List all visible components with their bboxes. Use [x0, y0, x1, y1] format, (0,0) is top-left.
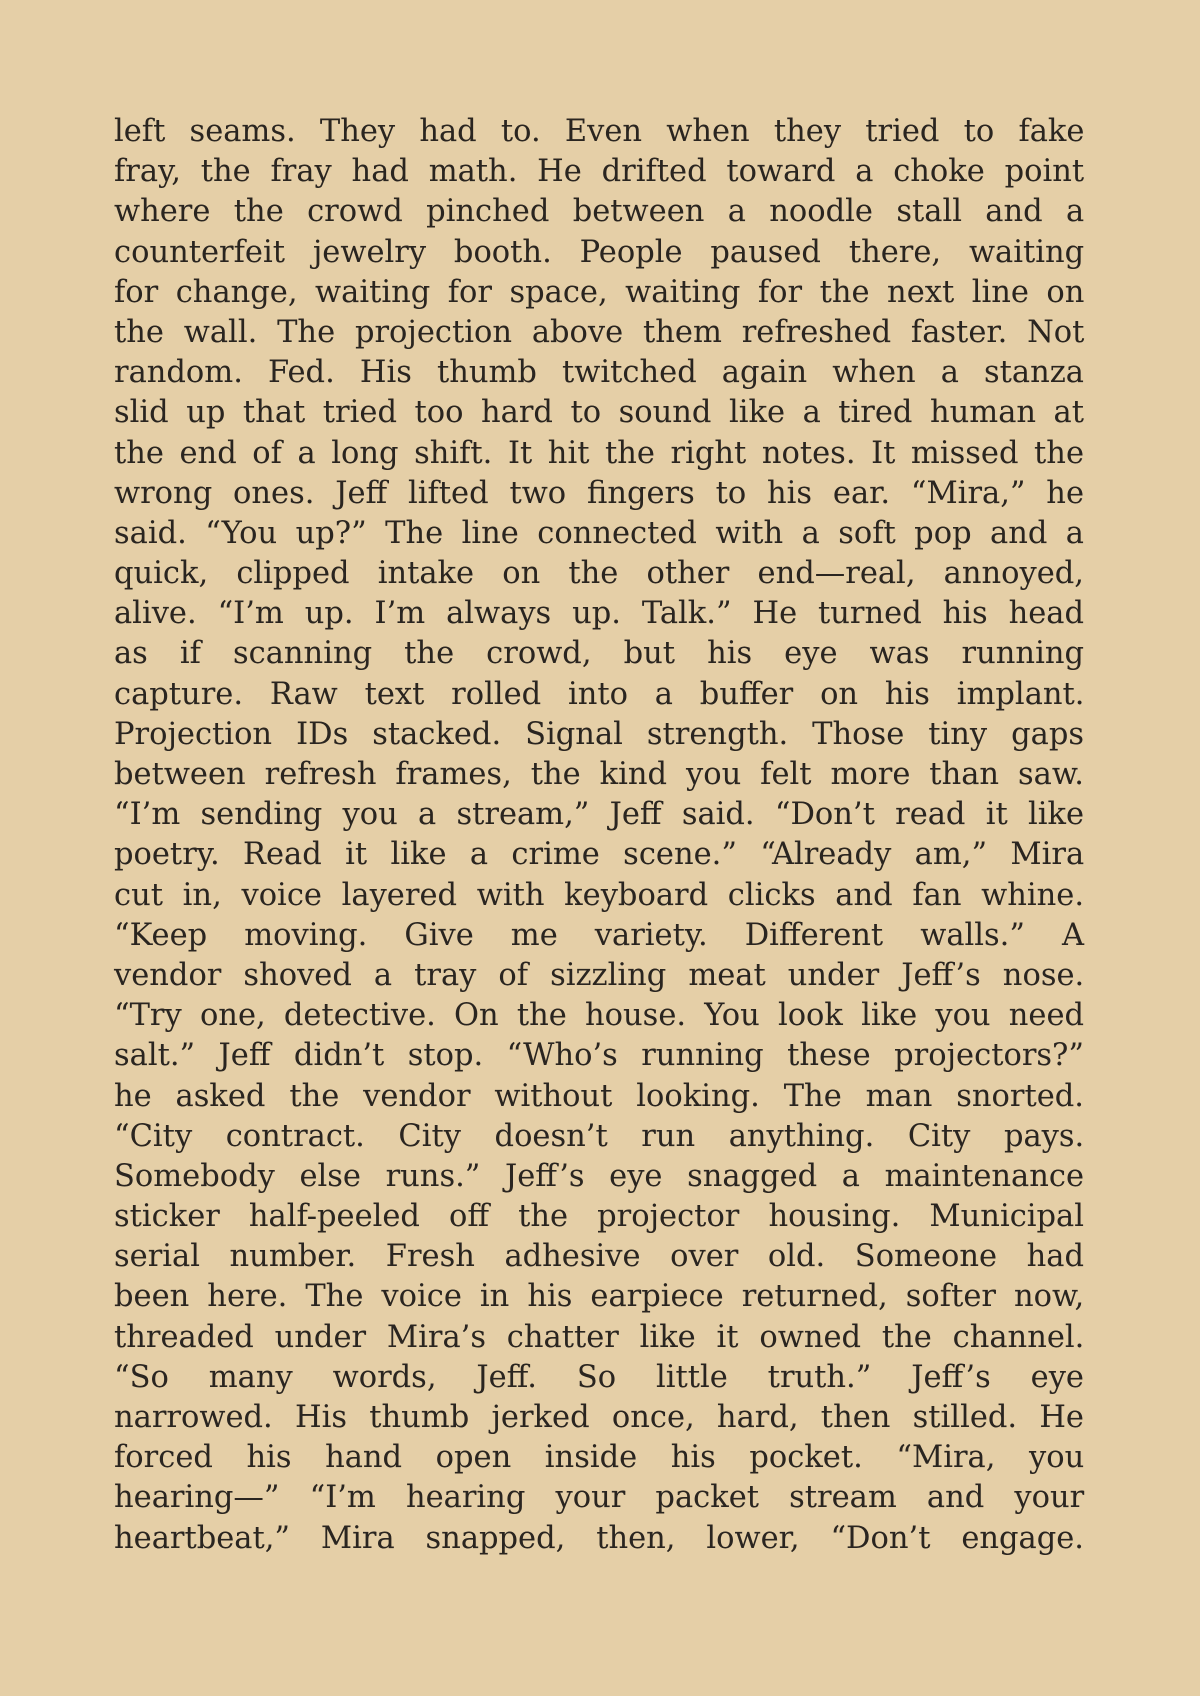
text-line-25: he asked the vendor without looking. The man snorted. [114, 1078, 1084, 1114]
text-line-20: cut in, voice layered with keyboard clicks and fan whine. [114, 877, 1085, 913]
text-line-8: slid up that tried too hard to sound like a tired human at [114, 395, 1084, 431]
text-line-21: “Keep moving. Give me variety. Different walls.” A [114, 917, 1084, 953]
text-line-33: narrowed. His thumb jerked once, hard, then stilled. He [114, 1400, 1084, 1435]
text-line-9: the end of a long shift. It hit the right notes. It missed the [114, 435, 1084, 471]
text-line-30: been here. The voice in his earpiece returned, softer now, [114, 1279, 1085, 1315]
text-line-19: poetry. Read it like a crime scene.” “Already am,” Mira [114, 837, 1085, 873]
text-line-32: “So many words, Jeff. So little truth.” Jeff’s eye [114, 1359, 1084, 1395]
text-line-22: vendor shoved a tray of sizzling meat under Jeff’s nose. [114, 957, 1085, 993]
text-line-26: “City contract. City doesn’t run anything. City pays. [114, 1118, 1085, 1154]
text-line-31: threaded under Mira’s chatter like it owned the channel. [114, 1319, 1085, 1355]
text-line-17: between refresh frames, the kind you felt more than saw. [114, 757, 1084, 792]
text-line-6: the wall. The projection above them refreshed faster. Not [114, 314, 1085, 350]
text-line-15: capture. Raw text rolled into a buffer on his implant. [114, 676, 1085, 712]
text-line-11: said. “You up?” The line connected with a soft pop and a [114, 515, 1084, 551]
text-line-1: left seams. They had to. Even when they tried to fake [114, 114, 1085, 149]
text-line-13: alive. “I’m up. I’m always up. Talk.” He turned his head [114, 596, 1084, 632]
text-line-27: Somebody else runs.” Jeff’s eye snagged a maintenance [114, 1158, 1084, 1194]
text-line-2: fray, the fray had math. He drifted toward a choke point [114, 154, 1085, 190]
text-line-4: counterfeit jewelry booth. People paused there, waiting [114, 234, 1085, 270]
text-line-10: wrong ones. Jeff lifted two fingers to his ear. “Mira,” he [114, 475, 1084, 511]
text-line-3: where the crowd pinched between a noodle stall and a [114, 194, 1085, 230]
text-line-34: forced his hand open inside his pocket. “Mira, you [114, 1440, 1085, 1476]
text-line-16: Projection IDs stacked. Signal strength. Those tiny gaps [114, 716, 1084, 752]
text-line-24: salt.” Jeff didn’t stop. “Who’s running these projectors?” [114, 1038, 1084, 1074]
text-line-18: “I’m sending you a stream,” Jeff said. “Don’t read it like [114, 797, 1084, 833]
text-line-35: hearing—” “I’m hearing your packet stream and your [114, 1480, 1085, 1516]
text-line-23: “Try one, detective. On the house. You look like you need [114, 998, 1085, 1034]
text-line-12: quick, clipped intake on the other end—real, annoyed, [114, 556, 1084, 592]
text-line-14: as if scanning the crowd, but his eye was running [114, 636, 1084, 672]
text-line-5: for change, waiting for space, waiting for the next line on [114, 274, 1085, 310]
text-line-29: serial number. Fresh adhesive over old. Someone had [114, 1239, 1084, 1275]
text-line-7: random. Fed. His thumb twitched again when a stanza [114, 355, 1084, 391]
text-line-28: sticker half-peeled off the projector housing. Municipal [114, 1199, 1084, 1235]
text-line-36: heartbeat,” Mira snapped, then, lower, “Don’t engage. [114, 1520, 1084, 1556]
body-text [114, 112, 1084, 1559]
